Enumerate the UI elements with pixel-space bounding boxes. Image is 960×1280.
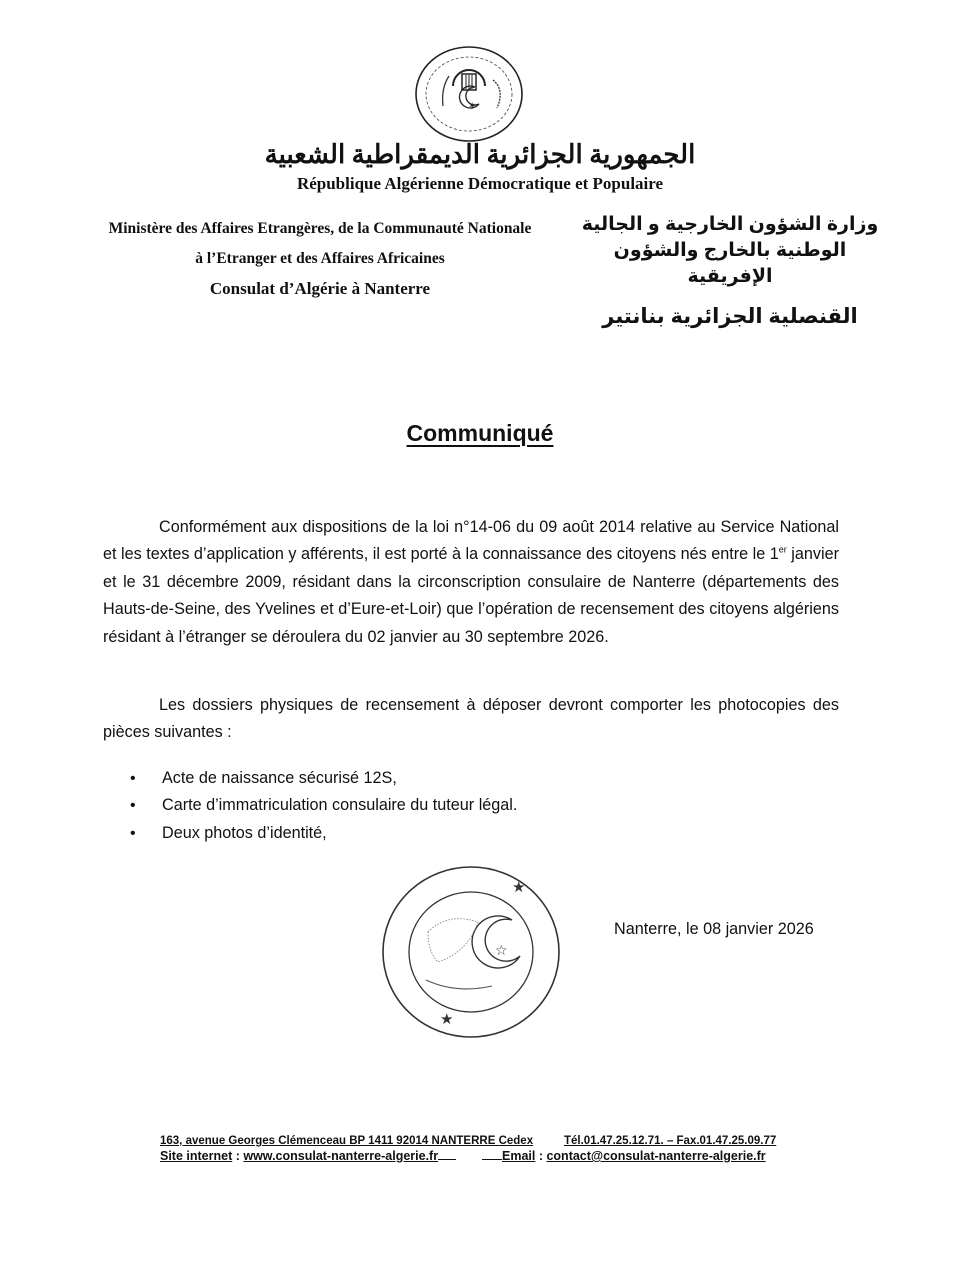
consulate-name-fr: Consulat d’Algérie à Nanterre [209,279,431,298]
ministry-block-fr [60,214,580,304]
svg-text:★: ★ [512,878,526,896]
ministry-line-1: Ministère des Affaires Etrangères, de la Communauté Nationale [108,220,532,237]
email-link[interactable]: contact@consulat-nanterre-algerie.fr [546,1149,766,1163]
list-item: • Deux photos d’identité, [130,820,517,847]
consulate-seal-stamp-icon [378,862,564,1042]
ministry-ar-line-1: وزارة الشؤون الخارجية و الجالية [581,214,879,235]
underline-spacer [438,1159,456,1160]
svg-text:✶: ✶ [468,101,477,112]
para1-text-a: Conformément aux dispositions de la loi n°14-06 du 09 août 2014 relative au Service National et les textes d’application y afférents, il est porté à la connaissance des citoyens nés entre le 1 [103,518,839,564]
email-block [482,1149,766,1164]
ministry-ar-line-2: الوطنية بالخارج والشؤون الإفريقية [613,240,847,287]
title-text: Communiqué [406,420,554,446]
required-documents-list [130,765,517,847]
footer-address-row [160,1134,800,1149]
list-item: • Carte d’immatriculation consulaire du tuteur légal. [130,792,517,819]
footer-address: 163, avenue Georges Clémenceau BP 1411 92014 NANTERRE Cedex [160,1135,534,1147]
svg-text:★: ★ [440,1010,454,1028]
para1-text-b: janvier et le 31 décembre 2009, résidant dans la circonscription consulaire de Nanterre (départements des Hauts-de-Seine, des Yvelines et d’Eure-et-Loir) que l’opération de recensement des citoyens algériens résidant à l’étranger se déroulera du 02 janvier au 30 septembre 2026. [103,545,839,646]
date-place-line: Nanterre, le 08 janvier 2026 [614,920,814,938]
footer-tel-fax: Tél.01.47.25.12.71. – Fax.01.47.25.09.77 [564,1135,777,1147]
consulate-name-ar: القنصلية الجزائرية بنانتير [602,305,858,328]
body-paragraph-1 [103,514,839,651]
body-paragraph-2 [103,692,839,747]
svg-text:☆: ☆ [495,943,508,959]
footer-contact [160,1134,800,1164]
underline-spacer [482,1159,502,1160]
para1-superscript: er [778,545,787,556]
document-title [0,420,960,447]
site-url-link[interactable]: www.consulat-nanterre-algerie.fr [243,1149,439,1163]
ministry-block-ar [580,212,880,330]
footer-web-row [160,1149,800,1164]
arabic-republic-heading: الجمهورية الجزائرية الديمقراطية الشعبية [264,140,696,169]
list-item: • Acte de naissance sécurisé 12S, [130,765,517,792]
email-separator: : [535,1149,547,1163]
site-separator: : [232,1149,244,1163]
site-label: Site internet [160,1149,233,1163]
email-label: Email [502,1149,536,1163]
algeria-state-emblem-icon [413,44,525,144]
para2-text: Les dossiers physiques de recensement à déposer devront comporter les photocopies des pièces suivantes : [103,696,839,742]
republic-heading: République Algérienne Démocratique et Populaire [296,174,664,193]
ministry-line-2: à l’Etranger et des Affaires Africaines [195,250,445,267]
